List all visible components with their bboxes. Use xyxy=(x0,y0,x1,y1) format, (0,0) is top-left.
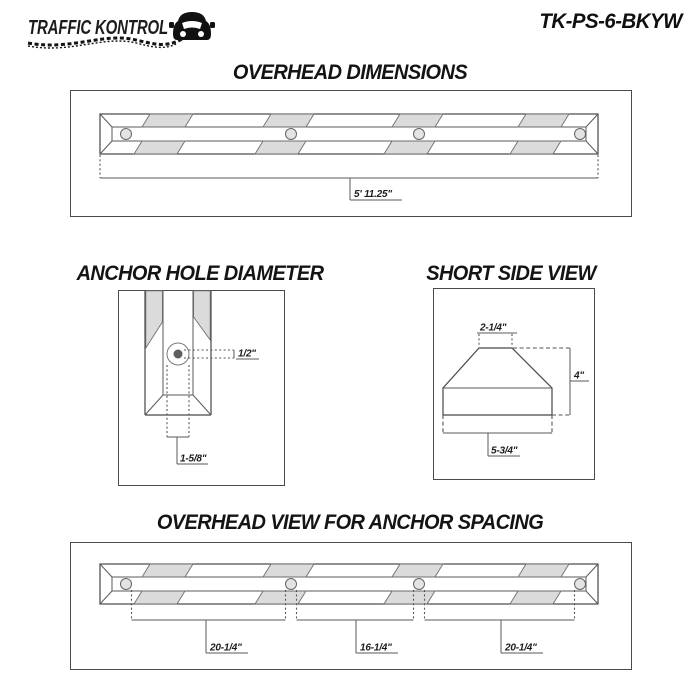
base-width-dimension xyxy=(488,433,520,457)
title-short-side-view: SHORT SIDE VIEW xyxy=(426,262,596,285)
length-label: 5' 11.25" xyxy=(354,189,392,200)
hole-diameter-dimension xyxy=(184,349,259,360)
spacing-label-2: 16-1/4" xyxy=(360,642,392,654)
logo xyxy=(26,6,218,52)
title-overhead-dimensions: OVERHEAD DIMENSIONS xyxy=(232,61,468,84)
hole-diameter-label: 1/2" xyxy=(238,348,256,360)
top-width-dimension xyxy=(477,323,517,348)
reflective-stripe xyxy=(194,291,211,340)
reflective-stripe xyxy=(146,291,163,348)
base-width-label: 5-3/4" xyxy=(491,445,518,457)
recess-diameter-label: 1-5/8" xyxy=(180,453,207,465)
title-anchor-hole-diameter: ANCHOR HOLE DIAMETER xyxy=(76,262,324,285)
height-dimension xyxy=(513,348,589,415)
product-code: TK-PS-6-BKYW xyxy=(539,10,682,33)
anchor-hole-drawing xyxy=(118,290,283,484)
length-dimension xyxy=(100,155,598,200)
anchor-spacing-drawing xyxy=(70,542,630,668)
overhead-dimensions-drawing xyxy=(70,90,630,215)
stop-profile xyxy=(443,348,552,433)
spacing-label-3: 20-1/4" xyxy=(505,642,537,654)
spacing-label-1: 20-1/4" xyxy=(210,642,242,654)
road-swoosh xyxy=(28,38,182,48)
short-side-drawing xyxy=(433,288,593,478)
logo-text: TRAFFIC KONTROL xyxy=(28,17,168,39)
height-label: 4" xyxy=(574,370,584,382)
title-anchor-spacing: OVERHEAD VIEW FOR ANCHOR SPACING xyxy=(156,511,544,534)
stop-end-view xyxy=(145,290,211,415)
car-icon xyxy=(169,12,215,40)
top-width-label: 2-1/4" xyxy=(480,322,507,334)
anchor-hole-center xyxy=(174,350,183,359)
